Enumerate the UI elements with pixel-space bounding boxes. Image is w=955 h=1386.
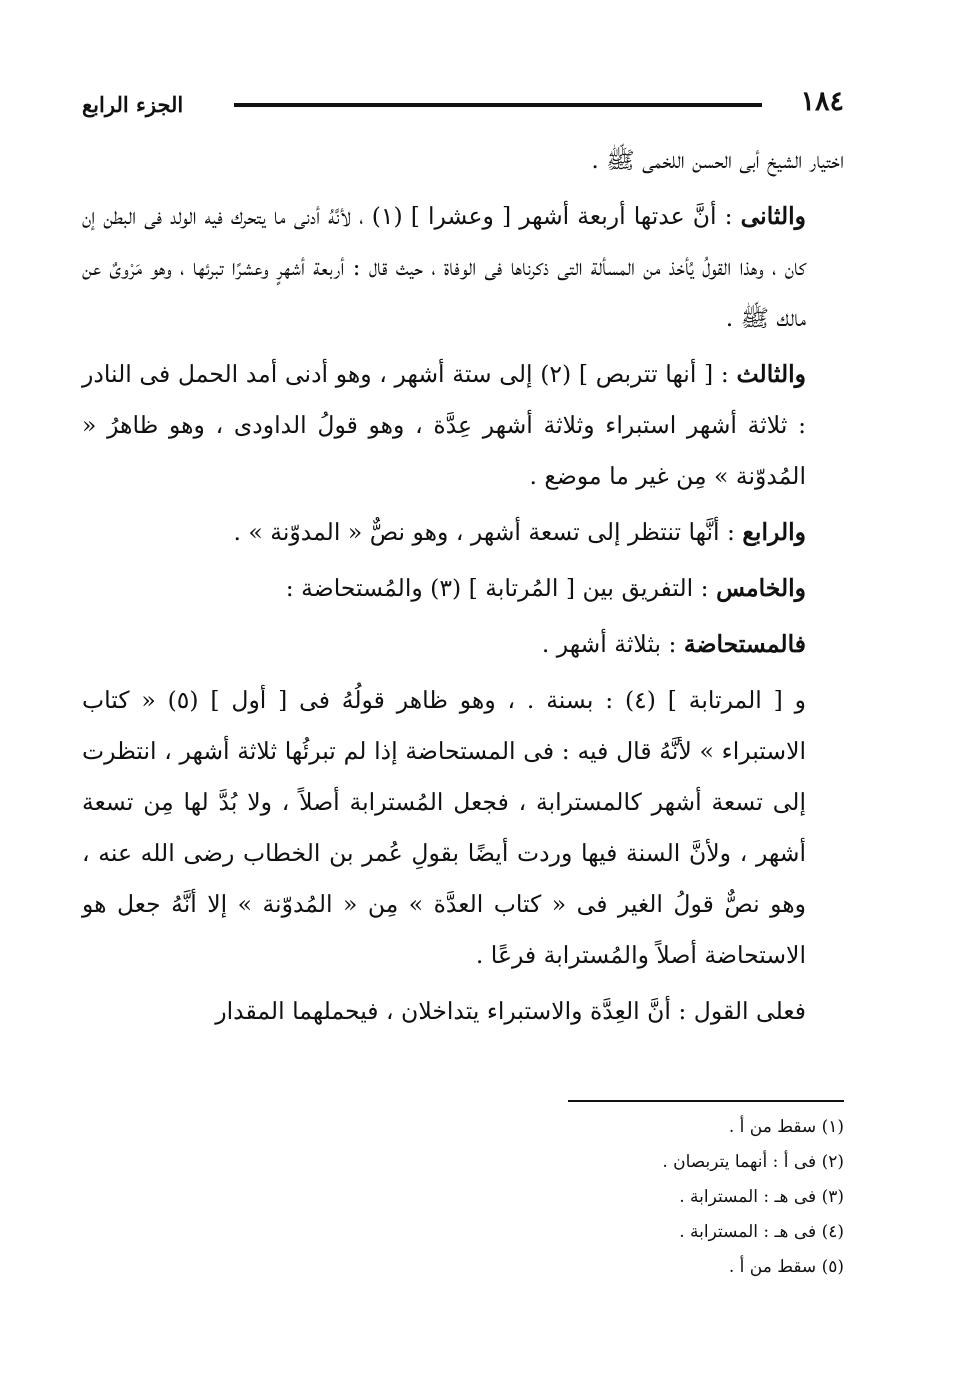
paragraph bbox=[82, 675, 844, 981]
paragraph-keyword: فالمستحاضة bbox=[683, 630, 806, 658]
running-header bbox=[82, 86, 844, 126]
paragraph-text: اختيار الشيخ أبى الحسن اللخمى ﷺ . bbox=[591, 146, 844, 174]
footnote: (٣) فى هـ : المسترابة . bbox=[679, 1187, 844, 1207]
header-rule bbox=[234, 103, 762, 107]
page-number: ١٨٤ bbox=[800, 86, 844, 117]
paragraph-keyword: والثانى bbox=[740, 202, 807, 230]
paragraph bbox=[82, 563, 844, 614]
footnotes bbox=[400, 1110, 844, 1285]
footnote: (٥) سقط من أ . bbox=[728, 1257, 844, 1277]
paragraph-keyword: والثالث bbox=[736, 360, 806, 388]
paragraph-keyword: والخامس bbox=[716, 574, 806, 602]
running-title: الجزء الرابع bbox=[82, 92, 184, 117]
paragraph bbox=[82, 135, 844, 186]
main-text bbox=[82, 135, 844, 1042]
footnote: (١) سقط من أ . bbox=[728, 1117, 844, 1137]
paragraph-text: : أنَّها تنتظر إلى تسعة أشهر ، وهو نصٌّ « المدوّنة » . bbox=[233, 518, 743, 546]
paragraph-text: : التفريق بين [ المُرتابة ] (٣) والمُستحاضة : bbox=[285, 574, 717, 602]
paragraph-keyword: والرابع bbox=[742, 518, 806, 546]
footnote: (٢) فى أ : أنهما يتربصان . bbox=[662, 1152, 844, 1172]
paragraph bbox=[82, 349, 844, 502]
paragraph-text: : أنَّ عدتها أربعة أشهر [ وعشرا ] (١) ، لأنَّهُ أدنى ما يتحرك فيه الولد فى البطن إن كان ، وهذا القولُ يُأخذ من المسألة التى ذكرناها فى الوفاة ، حيث قال : أربعة أشهرٍ وعشرًا تبرئها ، وهو مَرْوىٌ عن مالك ﷺ . bbox=[82, 202, 806, 332]
paragraph-text: : بثلاثة أشهر . bbox=[541, 630, 684, 658]
footnote-rule bbox=[568, 1100, 844, 1102]
paragraph bbox=[82, 986, 844, 1037]
paragraph bbox=[82, 507, 844, 558]
paragraph-text: فعلى القول : أنَّ العِدَّة والاستبراء يتداخلان ، فيحملهما المقدار bbox=[215, 997, 806, 1025]
paragraph bbox=[82, 191, 844, 344]
paragraph-text: : [ أنها تتربص ] (٢) إلى ستة أشهر ، وهو أدنى أمد الحمل فى النادر : ثلاثة أشهر استبراء وثلاثة أشهر عِدَّة ، وهو قولُ الداودى ، وهو ظاهرُ « المُدوّنة » مِن غير ما موضع . bbox=[82, 360, 806, 490]
paragraph-text: و [ المرتابة ] (٤) : بسنة . ، وهو ظاهر قولُهُ فى [ أول ] (٥) « كتاب الاستبراء » لأنَّهُ قال فيه : فى المستحاضة إذا لم تبرئُها ثلاثة أشهر ، انتظرت إلى تسعة أشهر كالمسترابة ، فجعل المُسترابة أصلاً ، ولا بُدَّ لها مِن تسعة أشهر ، ولأنَّ السنة فيها وردت أيضًا بقولِ عُمر بن الخطاب رضى الله عنه ، وهو نصٌّ قولُ الغير فى « كتاب العدَّة » مِن « المُدوّنة » إلا أنَّهُ جعل هو الاستحاضة أصلاً والمُسترابة فرعًا . bbox=[82, 686, 806, 969]
paragraph bbox=[82, 619, 844, 670]
footnote: (٤) فى هـ : المسترابة . bbox=[679, 1222, 844, 1242]
